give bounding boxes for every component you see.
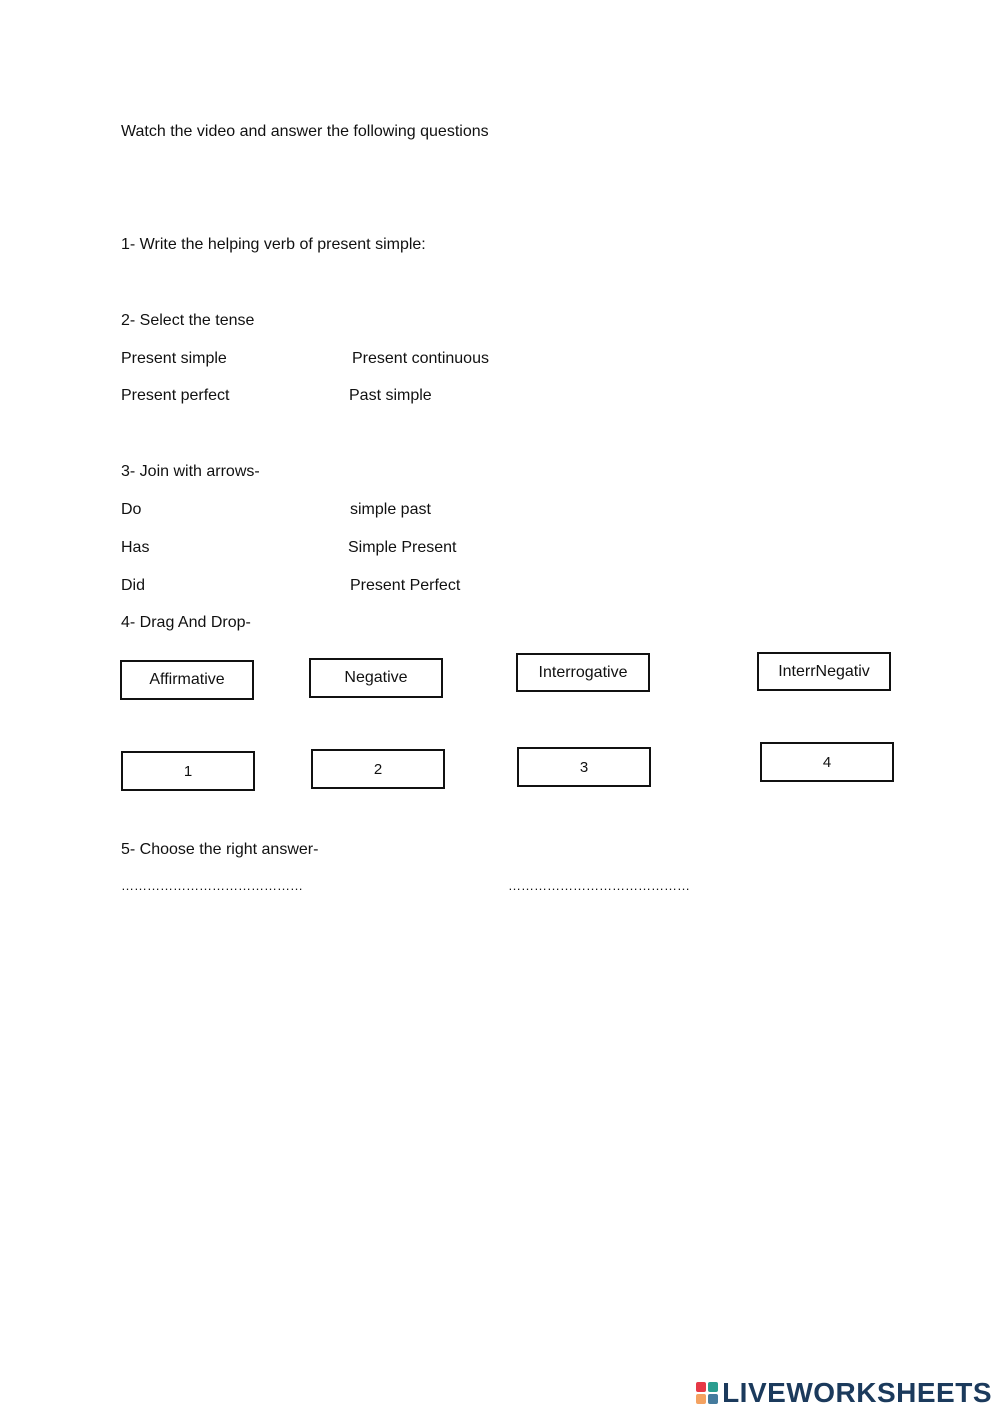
- join-left-has[interactable]: Has: [121, 539, 150, 556]
- logo-square-red: [696, 1382, 706, 1392]
- drop-slot-2[interactable]: 2: [311, 749, 445, 789]
- question-2: 2- Select the tense: [121, 312, 255, 329]
- join-left-did[interactable]: Did: [121, 577, 146, 594]
- logo-square-orange: [696, 1394, 706, 1404]
- join-right-simple-present[interactable]: Simple Present: [348, 539, 457, 556]
- question-5: 5- Choose the right answer-: [121, 841, 319, 858]
- answer-blank-1[interactable]: ……………………………………: [121, 878, 303, 893]
- option-present-simple[interactable]: Present simple: [121, 350, 227, 367]
- drop-slot-4[interactable]: 4: [760, 742, 894, 782]
- question-1: 1- Write the helping verb of present simple:: [121, 236, 426, 253]
- drop-slot-3[interactable]: 3: [517, 747, 651, 787]
- question-4: 4- Drag And Drop-: [121, 614, 251, 631]
- option-past-simple[interactable]: Past simple: [349, 387, 432, 404]
- question-3: 3- Join with arrows-: [121, 463, 260, 480]
- drag-card-interrogative[interactable]: Interrogative: [516, 653, 650, 692]
- logo-square-teal: [708, 1382, 718, 1392]
- brand-name: LIVEWORKSHEETS: [722, 1377, 992, 1408]
- drag-card-affirmative[interactable]: Affirmative: [120, 660, 254, 700]
- intro-text: Watch the video and answer the following questions: [121, 123, 489, 140]
- join-left-do[interactable]: Do: [121, 501, 142, 518]
- liveworksheets-logo-icon: [696, 1382, 718, 1404]
- option-present-perfect[interactable]: Present perfect: [121, 387, 230, 404]
- answer-blank-2[interactable]: ……………………………………: [508, 878, 690, 893]
- liveworksheets-footer: [696, 1379, 992, 1407]
- drag-card-interrnegativ[interactable]: InterrNegativ: [757, 652, 891, 691]
- drag-card-negative[interactable]: Negative: [309, 658, 443, 698]
- logo-square-blue: [708, 1394, 718, 1404]
- join-right-present-perfect[interactable]: Present Perfect: [350, 577, 461, 594]
- drop-slot-1[interactable]: 1: [121, 751, 255, 791]
- option-present-continuous[interactable]: Present continuous: [352, 350, 489, 367]
- join-right-simple-past[interactable]: simple past: [350, 501, 431, 518]
